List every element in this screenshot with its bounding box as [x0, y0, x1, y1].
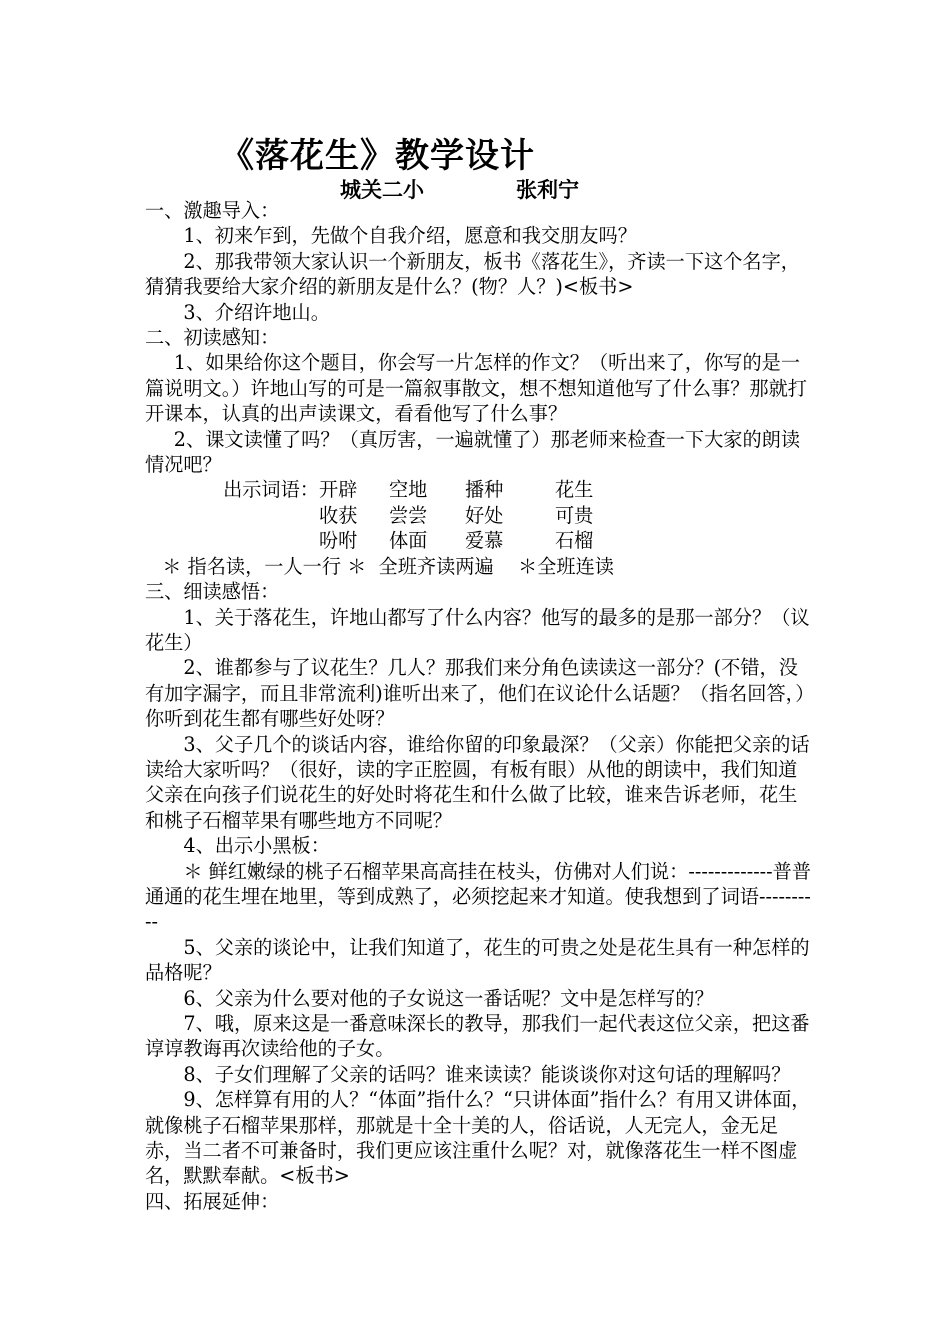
paragraph: 8、子女们理解了父亲的话吗？谁来读读？能谈谈你对这句话的理解吗？ — [183, 1062, 791, 1086]
vocabulary-table — [145, 477, 813, 553]
paragraph: 1、如果给你这个题目，你会写一片怎样的作文？（听出来了，你写的是一篇说明文。）许地山写的可是一篇叙事散文，想不想知道他写了什么事？那就打开课本，认真的出声读课文，看看他写了什么事？ — [145, 351, 807, 426]
vocabulary-word: 花生 — [555, 478, 594, 502]
paragraph: 3、父子几个的谈话内容，谁给你留的印象最深？（父亲）你能把父亲的话读给大家听吗？（很好，读的字正腔圆，有板有眼）从他的朗读中，我们知道父亲在向孩子们说花生的好处时将花生和什么做了比较，谁来告诉老师，花生和桃子石榴苹果有哪些地方不同呢？ — [145, 732, 810, 832]
vocabulary-word: 尝尝 — [389, 503, 428, 527]
paragraph: 1、关于落花生，许地山都写了什么内容？他写的最多的是那一部分？（议花生） — [145, 605, 810, 654]
document-title: 《落花生》教学设计 — [220, 136, 535, 176]
vocabulary-word: 体面 — [389, 529, 428, 553]
vocabulary-word: 可贵 — [555, 503, 594, 527]
author-school: 城关二小 — [340, 177, 424, 202]
author-name: 张利宁 — [516, 177, 579, 202]
reading-note: ＊ 指名读，一人一行 ＊ 全班齐读两遍 ＊全班连读 — [162, 554, 614, 578]
vocabulary-word: 爱慕 — [465, 529, 504, 553]
vocabulary-word: 空地 — [389, 478, 428, 502]
document-body — [145, 198, 813, 1214]
vocabulary-label: 出示词语： — [223, 478, 319, 502]
vocabulary-row — [145, 528, 813, 553]
paragraph: 4、出示小黑板： — [183, 834, 330, 858]
section-heading: 二、初读感知： — [145, 326, 280, 350]
paragraph: 2、课文读懂了吗？（真厉害，一遍就懂了）那老师来检查一下大家的朗读情况吧？ — [145, 427, 801, 477]
paragraph: 2、谁都参与了议花生？几人？那我们来分角色读读这一部分？(不错，没有加字漏字，而且非常流利)谁听出来了，他们在议论什么话题？（指名回答，）你听到花生都有哪些好处呀？ — [145, 656, 805, 731]
paragraph: 3、介绍许地山。 — [183, 300, 330, 324]
paragraph: 9、怎样算有用的人？“体面”指什么？“只讲体面”指什么？有用又讲体面，就像桃子石榴苹果那样，那就是十全十美的人，俗话说，人无完人，金无足赤，当二者不可兼备时，我们更应该注重什么呢？对，就像落花生一样不图虚名，默默奉献。<板书> — [145, 1088, 811, 1188]
paragraph: 7、哦，原来这是一番意味深长的教导，那我们一起代表这位父亲，把这番谆谆教诲再次读给他的子女。 — [145, 1012, 810, 1061]
vocabulary-row — [145, 477, 813, 502]
paragraph: 1、初来乍到，先做个自我介绍，愿意和我交朋友吗？ — [183, 224, 637, 248]
paragraph: ＊ 鲜红嫩绿的桃子石榴苹果高高挂在枝头，仿佛对人们说：-------------普普通通的花生埋在地里，等到成熟了，必须挖起来才知道。使我想到了词语---------- — [145, 859, 812, 934]
vocabulary-word: 吩咐 — [319, 529, 358, 553]
section-heading: 四、拓展延伸： — [145, 1189, 280, 1213]
vocabulary-word: 收获 — [319, 503, 358, 527]
vocabulary-word: 开辟 — [319, 478, 358, 502]
section-heading: 一、激趣导入： — [145, 199, 280, 222]
section-heading: 三、细读感悟： — [145, 580, 280, 604]
vocabulary-word: 石榴 — [555, 529, 594, 553]
vocabulary-word: 播种 — [465, 478, 504, 502]
paragraph: 6、父亲为什么要对他的子女说这一番话呢？文中是怎样写的？ — [183, 986, 714, 1010]
vocabulary-row — [145, 503, 813, 528]
paragraph: 2、那我带领大家认识一个新朋友，板书《落花生》，齐读一下这个名字，猜猜我要给大家介绍的新朋友是什么？(物？人？)<板书> — [145, 249, 800, 299]
vocabulary-word: 好处 — [465, 503, 504, 527]
paragraph: 5、父亲的谈论中，让我们知道了，花生的可贵之处是花生具有一种怎样的品格呢？ — [145, 935, 810, 985]
